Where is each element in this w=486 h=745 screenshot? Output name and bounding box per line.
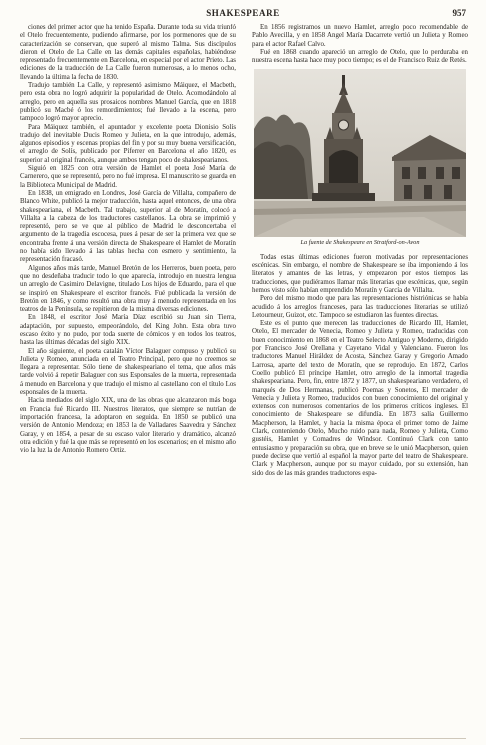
paragraph: Siguió en 1825 con otra versión de Hamlet el poeta José María de Carnerero, que se representó, pero no fué impresa. El manuscrito se guarda en la Biblioteca Municipal de Madrid.: [20, 165, 236, 189]
paragraph: El año siguiente, el poeta catalán Víctor Balaguer compuso y publicó su Julieta y Romeo, anunciada en el Teatro Principal, pero que no creemos se llegara a representar. Sólo tiene de shakespeariano el tema, que años más tarde volvió á repetir Balaguer con sus Esponsales de la muerta, representada á menudo en Barcelona y que tradujo el mismo al castellano con el título Los esponsales de la muerta.: [20, 347, 236, 397]
fountain-photo: [254, 69, 466, 237]
figure: [254, 69, 466, 247]
paragraph: Todas estas últimas ediciones fueron motivadas por representaciones escénicas. Sin embargo, el nombre de Shakespeare se iba imponiendo á los literatos y amantes de las letras, y empezaron por estos tiempos las traducciones, que pudiéramos llamar más literarias que escénicas, que, según hemos visto sólo habían emprendido Moratín y García de Villalta.: [252, 253, 468, 294]
paragraph: Hacia mediados del siglo XIX, una de las obras que alcanzaron más boga en Francia fué Ricardo III. Nuestros literatos, que siempre se nutrían de importación francesa, la adoptaron en seguida. En 1850 se publicó una versión de Antonio Mendoza; en 1853 la de Valladares Saavedra y Sánchez Garay, y en 1854, a pesar de su escaso valor literario y dramático, alcanzó otra edición y fué la que más se representó en los escenarios; en el mismo año vio la luz la de Antonio Romero Ortiz.: [20, 397, 236, 455]
paragraph: Para Máiquez también, el apuntador y excelente poeta Dionisio Solís tradujo del inevitable Ducis Romeo y Julieta, en la que introdujo, además, algunos episodios y escenas propias del fin y por su muy buena versificación, el arreglo de Solís, publicado por Piferrer en Barcelona el año 1820, es superior al original francés, aunque ambos tengan poco de shakespearianos.: [20, 123, 236, 164]
right-column: [252, 24, 468, 724]
paragraph: En 1856 registramos un nuevo Hamlet, arreglo poco recomendable de Pablo Avecilla, y en 1858 Angel María Dacarrete vertió un Julieta y Romeo para el actor Rafael Calvo.: [252, 24, 468, 48]
page-number: 957: [452, 8, 466, 18]
left-column: [20, 24, 236, 724]
page-header: [20, 8, 466, 20]
paragraph: Tradujo también La Calle, y representó asimismo Máiquez, el Macbeth, pero esta obra no logró adquirir la popularidad de Otelo. Acomodándolo al arreglo, pero en aquella sus prosaicos nombres Manuel García, que en 1818 publicó su Macbé ó los remordimientos; fué llevado a la escena, pero tampoco logró mayor aprecio.: [20, 82, 236, 123]
paragraph: En 1848, el escritor José María Díaz escribió su Juan sin Tierra, adaptación, por supuesto, empeorándolo, del King John. Esta obra tuvo escaso éxito y no pudo, por toda suerte de cómicos y en todos los teatros, hasta las últimas décadas del siglo XIX.: [20, 314, 236, 347]
figure-caption: La fuente de Shakespeare en Stratford-on-Avon: [300, 239, 420, 247]
paragraph: Fué en 1868 cuando apareció un arreglo de Otelo, que lo perduraba en nuestra escena hasta hace muy poco tiempo; es el de Francisco Ruiz de Retés.: [252, 48, 468, 65]
paragraph: Algunos años más tarde, Manuel Bretón de los Herreros, buen poeta, pero que no desdeñaba traducir todo lo que aparecía, introdujo en nuestra lengua un arreglo de Casimiro Delavigne, titulado Los hijos de Eduardo, para el que se inspiró en Shakespeare el escritor francés. Fué publicada la versión de Bretón en 1846, y como resultó una obra muy á menudo representada en los teatros de la Península, se repitieron de la misma diversas ediciones.: [20, 264, 236, 314]
paragraph: Este es el punto que merecen las traducciones de Ricardo III, Hamlet, Otelo, El mercader de Venecia, Romeo y Julieta y Romeo, traducidas con buen conocimiento en 1868 en el Teatro Selecto Antiguo y Moderno, dirigido por Francisco José Orellana y Cayetano Vidal y Valenciano. Fueron los traductores Manuel Hiráldez de Acosta, Sánchez Garay y Gregorio Amado Larrosa, aparte del texto de Moratín, que se reprodujo. En 1872, Carlos Coello publicó El príncipe Hamlet, otro arreglo de la inmortal tragedia shakespeariana. Pero, fin, entre 1872 y 1877, un shakespeariano verdadero, el marqués de Dos Hermanas, publicó Poemas y Sonetos, El mercader de Venecia y Julieta y Romeo, traducidos con buen conocimiento del original y extensos con numerosos comentarios de los primeros críticos ingleses. El conocimiento de Shakespeare se difundía. En 1873 salía Guillermo Macpherson, la Hamlet, y hacia la misma época el primer tomo de Jaime Clark, conteniendo Otelo, Mucho ruido para nada, Romeo y Julieta, Como gustéis, Hamlet y Comadres de Windsor. Continuó Clark con tanto entusiasmo y preparación su obra, que en breve se le unió Macpherson, quien puede decirse que vertió al español la mayor parte del teatro de Shakespeare. Clark y Macpherson, aunque por su mayor cuidado, por su extensión, han sido dos de las más grandes traductores espa-: [252, 320, 468, 477]
paragraph: ciones del primer actor que ha tenido España. Durante toda su vida triunfó el Otelo frecuentemente, pudiendo afirmarse, por los pormenores que de su caracterización se conservan, que superó al mismo Talma. Sus discípulos dieron el Otelo de La Calle en las demás capitales españolas, habiéndose representado frecuentemente en Barcelona, en especial por el actor Prieto. Las ediciones de la traducción de La Calle fueron numerosas, a lo menos ocho, llevando la última la fecha de 1830.: [20, 24, 236, 81]
footer-rule: [20, 738, 466, 739]
running-title: SHAKESPEARE: [206, 8, 280, 18]
paragraph: En 1838, un emigrado en Londres, José García de Villalta, compañero de Blanco White, publicó la mejor traducción, hasta aquel entonces, de una obra shakespeariana, el Macbeth. Tal trabajo, superior al de Moratín, colocó a Villalta a la cabeza de los traductores castellanos. La obra se imprimió y representó, pero se ve que al público de Madrid le desconcertaba el argumento de la tragedia escocesa, pues á pesar de ser la primera vez que se encontraba frente á una versión directa de Shakespeare el Hamlet de Moratín no había sido llevado á las tablas hecha con esmero y sentimiento, la representación fracasó.: [20, 189, 236, 264]
paragraph: Pero del mismo modo que para las representaciones histriónicas se había acudido á los arreglos franceses, para las traducciones literarias se utilizó Letourneur, Guizot, etc. Tampoco se estudiaron las fuentes directas.: [252, 295, 468, 319]
